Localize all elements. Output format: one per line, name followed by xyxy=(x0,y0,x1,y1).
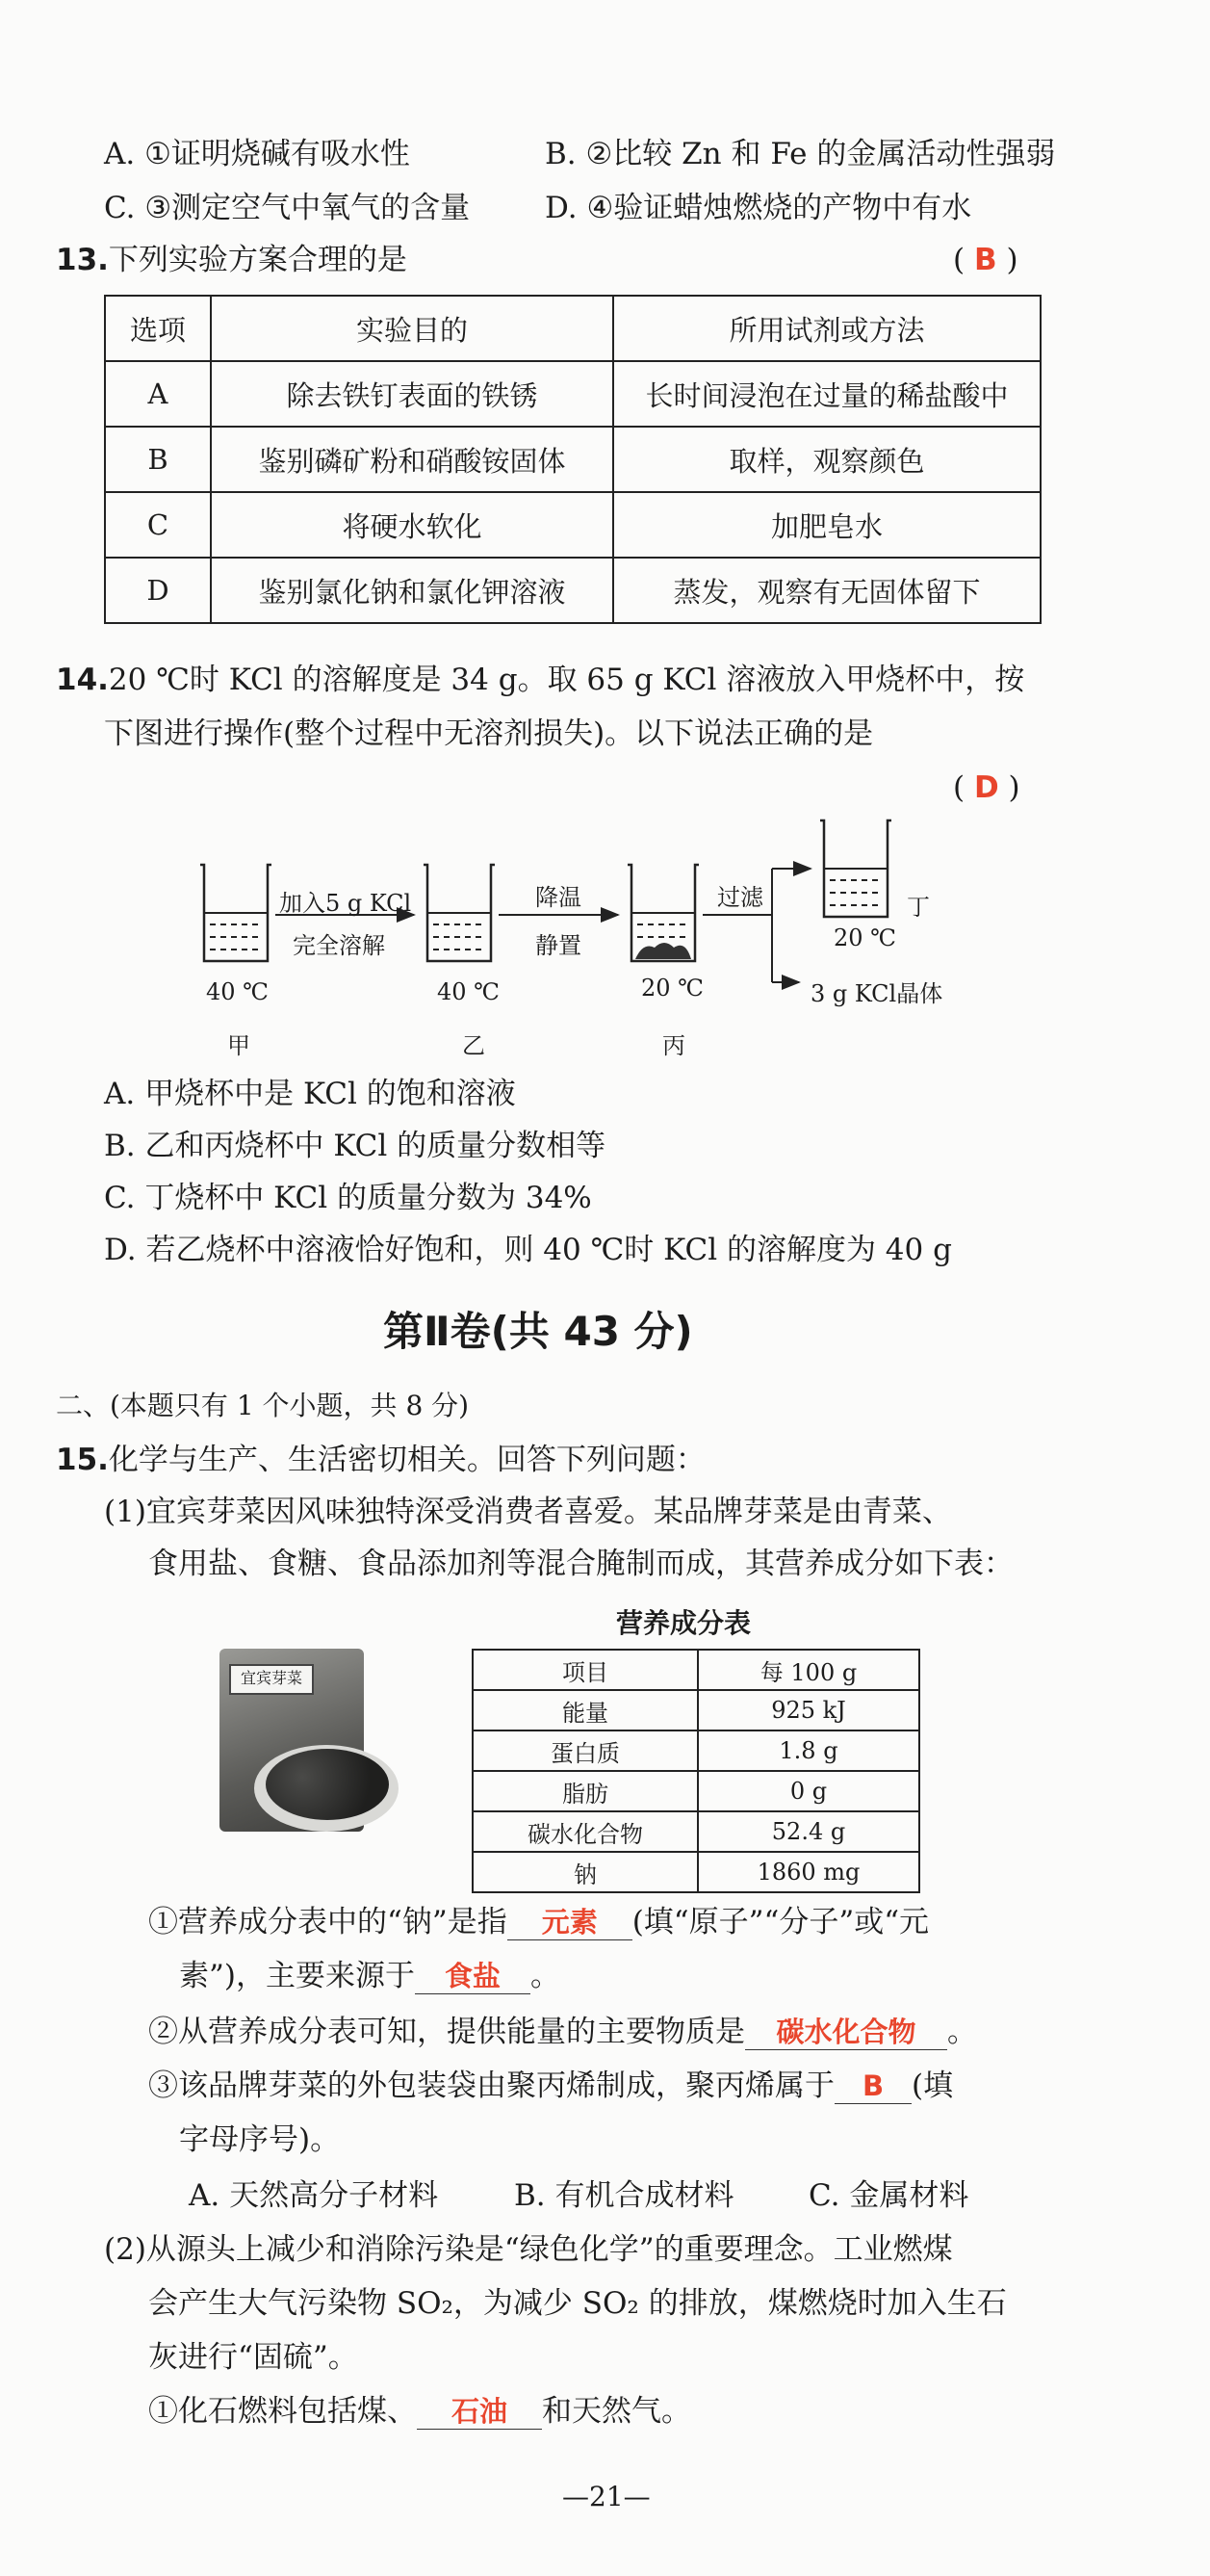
table-cell: 蒸发，观察有无固体留下 xyxy=(613,558,1041,623)
q15-p2-s1-answer: 石油 xyxy=(451,2395,507,2428)
q14-stem-line1 xyxy=(56,661,1024,699)
table-header-cell: 项目 xyxy=(473,1650,698,1690)
table-cell: 52.4 g xyxy=(698,1811,919,1852)
table-cell: 将硬水软化 xyxy=(211,492,613,558)
q15-p2-s1-line xyxy=(148,2392,691,2431)
table-cell: 925 kJ xyxy=(698,1690,919,1730)
section-title: 第Ⅱ卷(共 43 分) xyxy=(383,1308,693,1355)
table-row xyxy=(105,361,1041,427)
q15-s3-pre: ③该品牌芽菜的外包装袋由聚丙烯制成，聚丙烯属于 xyxy=(148,2069,835,2103)
table-header-row xyxy=(473,1650,919,1690)
q13-table xyxy=(104,295,1042,624)
table-cell: 0 g xyxy=(698,1771,919,1811)
q15-s2-line xyxy=(148,2013,977,2051)
q15-p1-line1: (1)宜宾芽菜因风味独特深受消费者喜爱。某品牌芽菜是由青菜、 xyxy=(104,1495,952,1529)
arrow2-bottom-label: 静置 xyxy=(535,932,581,959)
table-row xyxy=(473,1690,919,1730)
q13-answer-bracket: ( B ) xyxy=(953,243,1018,277)
table-cell: 1.8 g xyxy=(698,1730,919,1771)
table-header-cell: 每 100 g xyxy=(698,1650,919,1690)
q15-p2-line3: 灰进行“固硫”。 xyxy=(148,2340,358,2375)
table-cell: C xyxy=(105,492,211,558)
beaker-yi xyxy=(424,865,495,961)
q12-option-a: A. ①证明烧碱有吸水性 xyxy=(104,137,410,171)
q15-number: 15. xyxy=(56,1443,109,1477)
part-heading: 二、(本题只有 1 个小题，共 8 分) xyxy=(56,1390,470,1421)
table-cell: 碳水化合物 xyxy=(473,1811,698,1852)
q15-s2-answer: 碳水化合物 xyxy=(776,2016,916,2048)
q12-option-b: B. ②比较 Zn 和 Fe 的金属活动性强弱 xyxy=(545,137,1056,171)
q15-s1-answer: 元素 xyxy=(541,1906,598,1939)
beaker1-name: 甲 xyxy=(227,1032,250,1059)
q13-text: 下列实验方案合理的是 xyxy=(108,243,407,277)
q15-s3-answer: B xyxy=(862,2069,885,2102)
q12-option-c: C. ③测定空气中氧气的含量 xyxy=(104,191,471,225)
table-cell: 取样，观察颜色 xyxy=(613,427,1041,492)
q15-s2-pre: ②从营养成分表可知，提供能量的主要物质是 xyxy=(148,2015,745,2049)
table-cell: 鉴别氯化钠和氯化钾溶液 xyxy=(211,558,613,623)
table-cell: D xyxy=(105,558,211,623)
q14-text: 20 ℃时 KCl 的溶解度是 34 g。取 65 g KCl 溶液放入甲烧杯中，按 xyxy=(108,663,1025,697)
q14-answer-bracket: ( D ) xyxy=(953,770,1020,805)
q15-s3-option-c: C. 金属材料 xyxy=(809,2178,969,2213)
q14-stem-line2: 下图进行操作(整个过程中无溶剂损失)。以下说法正确的是 xyxy=(104,716,874,751)
table-header-cell: 选项 xyxy=(105,296,211,361)
q15-p2-line2: 会产生大气污染物 SO₂，为减少 SO₂ 的排放，煤燃烧时加入生石 xyxy=(148,2286,1007,2321)
answer-blank xyxy=(835,2069,912,2104)
table-cell: 蛋白质 xyxy=(473,1730,698,1771)
table-cell: A xyxy=(105,361,211,427)
answer-blank xyxy=(417,2394,542,2430)
beaker4-temp: 20 ℃ xyxy=(834,924,897,951)
q13-stem xyxy=(56,241,407,279)
nutrition-title: 营养成分表 xyxy=(616,1607,752,1639)
table-cell: 鉴别磷矿粉和硝酸铵固体 xyxy=(211,427,613,492)
beaker2-name: 乙 xyxy=(462,1032,485,1059)
q15-p2-s1-pre: ①化石燃料包括煤、 xyxy=(148,2394,417,2429)
table-row xyxy=(473,1771,919,1811)
arrow2-top-label: 降温 xyxy=(535,884,581,911)
q15-s3-option-a: A. 天然高分子材料 xyxy=(189,2178,439,2213)
q15-s1-pre: ①营养成分表中的“钠”是指 xyxy=(148,1905,507,1939)
table-cell: 长时间浸泡在过量的稀盐酸中 xyxy=(613,361,1041,427)
table-cell: 能量 xyxy=(473,1690,698,1730)
q15-p2-line1: (2)从源头上减少和消除污染是“绿色化学”的重要理念。工业燃煤 xyxy=(104,2232,953,2267)
beaker-ding xyxy=(820,820,891,917)
q15-text: 化学与生产、生活密切相关。回答下列问题： xyxy=(108,1443,706,1477)
q13-answer: B xyxy=(973,243,997,277)
q15-s1-line2-pre: 素”)，主要来源于 xyxy=(179,1959,415,1993)
q14-option-b: B. 乙和丙烧杯中 KCl 的质量分数相等 xyxy=(104,1129,606,1163)
table-row xyxy=(473,1811,919,1852)
q15-stem xyxy=(56,1441,706,1479)
beaker4-name: 丁 xyxy=(907,894,930,921)
q15-s3-line2: 字母序号)。 xyxy=(179,2122,341,2157)
beaker3-temp: 20 ℃ xyxy=(641,975,705,1002)
q13-number: 13. xyxy=(56,243,109,277)
table-cell: 1860 mg xyxy=(698,1852,919,1892)
table-row xyxy=(105,427,1041,492)
table-row xyxy=(105,558,1041,623)
q15-s1-answer2: 食盐 xyxy=(444,1960,501,1992)
table-header-cell: 实验目的 xyxy=(211,296,613,361)
nutrition-table xyxy=(472,1649,920,1893)
arrow1-top-label: 加入5 g KCl xyxy=(279,890,412,917)
beaker-jia xyxy=(200,865,271,961)
table-cell: 钠 xyxy=(473,1852,698,1892)
table-row xyxy=(105,492,1041,558)
table-cell: 加肥皂水 xyxy=(613,492,1041,558)
beaker-bing xyxy=(628,865,699,961)
q14-option-a: A. 甲烧杯中是 KCl 的饱和溶液 xyxy=(104,1077,516,1111)
q14-option-d: D. 若乙烧杯中溶液恰好饱和，则 40 ℃时 KCl 的溶解度为 40 g xyxy=(104,1233,952,1267)
q15-s1-line2-post: 。 xyxy=(529,1959,560,1993)
q14-answer: D xyxy=(973,770,999,805)
q15-s1-line1 xyxy=(148,1903,929,1941)
yacai-package-image xyxy=(219,1649,402,1841)
beaker2-temp: 40 ℃ xyxy=(437,978,501,1005)
q15-s3-line1 xyxy=(148,2067,953,2105)
q15-p1-line2: 食用盐、食糖、食品添加剂等混合腌制而成，其营养成分如下表： xyxy=(148,1547,1014,1581)
table-row xyxy=(473,1730,919,1771)
page-number: —21— xyxy=(562,2481,651,2512)
q14-option-c: C. 丁烧杯中 KCl 的质量分数为 34% xyxy=(104,1181,592,1215)
arrow3-top-label: 过滤 xyxy=(717,884,763,911)
crystal-precipitate xyxy=(635,943,691,959)
beaker1-temp: 40 ℃ xyxy=(206,978,270,1005)
q15-s3-post: (填 xyxy=(912,2069,954,2103)
q15-s1-line2 xyxy=(179,1957,560,1995)
table-row xyxy=(473,1852,919,1892)
table-cell: B xyxy=(105,427,211,492)
q15-s3-option-b: B. 有机合成材料 xyxy=(514,2178,734,2213)
table-header-cell: 所用试剂或方法 xyxy=(613,296,1041,361)
table-header-row xyxy=(105,296,1041,361)
q14-number: 14. xyxy=(56,663,109,697)
answer-blank xyxy=(415,1959,530,1994)
q15-s1-post: (填“原子”“分子”或“元 xyxy=(631,1905,930,1939)
q15-p2-s1-post: 和天然气。 xyxy=(542,2394,691,2429)
q15-s2-post: 。 xyxy=(947,2015,977,2049)
answer-blank xyxy=(745,2015,947,2050)
arrow1-bottom-label: 完全溶解 xyxy=(293,932,385,959)
q12-option-d: D. ④验证蜡烛燃烧的产物中有水 xyxy=(545,191,972,225)
beaker3-name: 丙 xyxy=(662,1032,685,1059)
package-label: 宜宾芽菜 xyxy=(229,1664,314,1695)
crystal-label: 3 g KCl晶体 xyxy=(811,980,943,1007)
answer-blank xyxy=(507,1905,632,1940)
table-cell: 脂肪 xyxy=(473,1771,698,1811)
table-cell: 除去铁钉表面的铁锈 xyxy=(211,361,613,427)
